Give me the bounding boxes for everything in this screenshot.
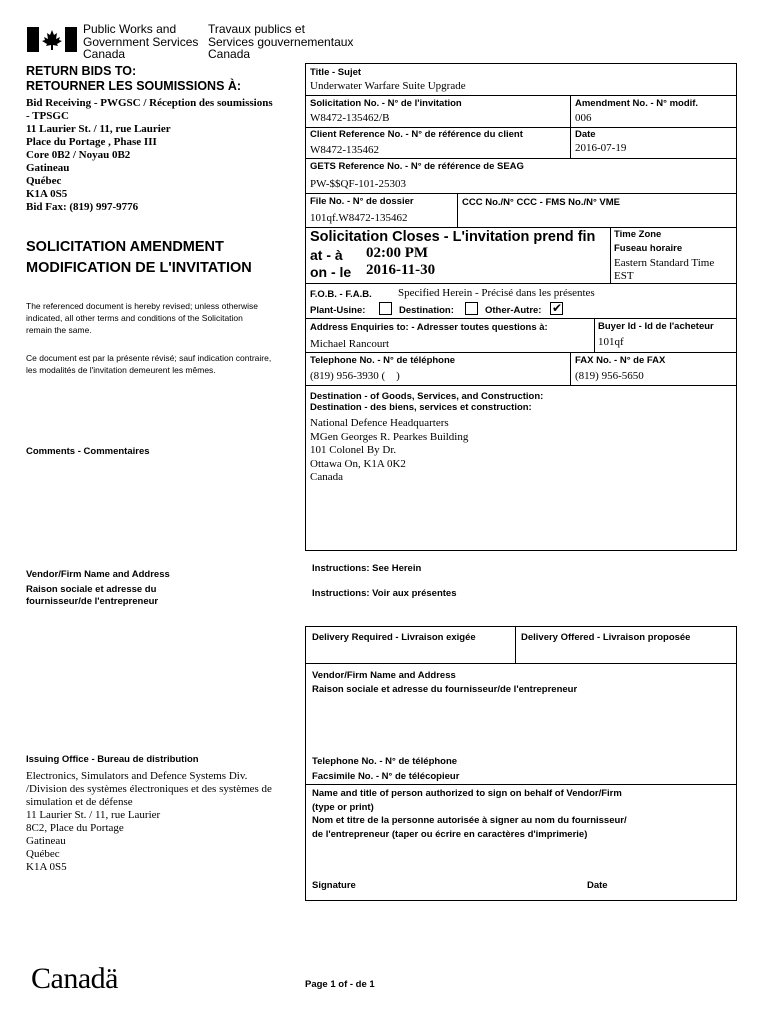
amendment-title: SOLICITATION AMENDMENT MODIFICATION DE L'INVITATION (26, 239, 252, 276)
signature-date-label: Date (587, 880, 608, 891)
closes-title: Solicitation Closes - L'invitation prend fin (310, 229, 596, 245)
amendment-note-en: The referenced document is hereby revised; unless otherwise indicated, all other terms and conditions of the Solicitation remain the same. (26, 301, 258, 335)
client-ref-value: W8472-135462 (310, 144, 380, 156)
fob-label: F.O.B. - F.A.B. (310, 289, 372, 300)
signature-label: Signature (312, 880, 356, 891)
phone-value: (819) 956-3930 ( ) (310, 370, 400, 382)
vendor-name-label-en: Vendor/Firm Name and Address (312, 670, 456, 681)
department-name-fr: Travaux publics et Services gouvernementaux Canada (208, 22, 354, 61)
comments-label: Comments - Commentaires (26, 446, 150, 457)
file-label: File No. - N° de dossier (310, 196, 414, 207)
timezone-value: Eastern Standard Time (614, 257, 715, 269)
closes-time-value: 02:00 PM (366, 245, 429, 261)
destination-address: National Defence Headquarters MGen Georges R. Pearkes Building 101 Colonel By Dr. Ottawa On, K1A 0K2 Canada (310, 417, 469, 483)
other-label: Other-Autre: (485, 305, 542, 316)
date-value: 2016-07-19 (575, 142, 627, 154)
title-value: Underwater Warfare Suite Upgrade (310, 80, 466, 92)
destination-checkbox[interactable] (465, 302, 478, 315)
client-ref-label: Client Reference No. - N° de référence du client (310, 129, 523, 140)
page-number: Page 1 of - de 1 (305, 979, 375, 990)
vendor-left-label: Vendor/Firm Name and Address Raison sociale et adresse du fournisseur/de l'entrepreneur (26, 569, 170, 607)
address-enquiries-value: Michael Rancourt (310, 338, 390, 350)
canada-flag-icon (27, 27, 77, 52)
other-checkbox[interactable] (550, 302, 563, 315)
department-name-en: Public Works and Government Services Canada (83, 22, 199, 61)
instructions-en: Instructions: See Herein (312, 563, 422, 574)
date-label: Date (575, 129, 596, 140)
buyer-id-value: 101qf (598, 336, 624, 348)
delivery-offered-label: Delivery Offered - Livraison proposée (521, 632, 691, 643)
vendor-fax-label: Facsimile No. - N° de télécopieur (312, 771, 460, 782)
fax-label: FAX No. - N° de FAX (575, 355, 666, 366)
checkmark-icon: ✔ (552, 301, 563, 315)
closes-at-label: at - à (310, 247, 343, 263)
timezone-abbr: EST (614, 270, 634, 282)
destination-goods-label-fr: Destination - des biens, services et construction: (310, 402, 532, 413)
delivery-required-label: Delivery Required - Livraison exigée (312, 632, 476, 643)
solicitation-label: Solicitation No. - N° de l'invitation (310, 98, 462, 109)
amendment-value: 006 (575, 112, 592, 124)
plant-checkbox[interactable] (379, 302, 392, 315)
vendor-phone-label: Telephone No. - N° de téléphone (312, 756, 458, 767)
amendment-note-fr: Ce document est par la présente révisé; sauf indication contraire, les modalités de l'invitation demeurent les mêmes. (26, 353, 272, 375)
canada-wordmark: Canadä (31, 962, 118, 995)
title-label: Title - Sujet (310, 67, 362, 78)
instructions-fr: Instructions: Voir aux présentes (312, 588, 457, 599)
file-value: 101qf.W8472-135462 (310, 212, 408, 224)
vendor-name-label-fr: Raison sociale et adresse du fournisseur/de l'entrepreneur (312, 684, 578, 695)
timezone-label-fr: Fuseau horaire (614, 243, 683, 254)
address-enquiries-label: Address Enquiries to: - Adresser toutes questions à: (310, 322, 548, 333)
return-bids-title: RETURN BIDS TO: RETOURNER LES SOUMISSIONS À: (26, 64, 242, 93)
issuing-office-label: Issuing Office - Bureau de distribution (26, 754, 199, 765)
destination-goods-label-en: Destination - of Goods, Services, and Construction: (310, 391, 544, 402)
signatory-label: Name and title of person authorized to sign on behalf of Vendor/Firm (type or print) Nom et titre de la personne autorisée à signer au nom du fournisseur/ de l'entrepreneur (taper ou écrire en caractères d'imprimerie) (312, 788, 627, 840)
gets-value: PW-$$QF-101-25303 (310, 178, 406, 190)
timezone-label: Time Zone (614, 229, 662, 240)
gets-label: GETS Reference No. - N° de référence de SEAG (310, 161, 524, 172)
closes-date-value: 2016-11-30 (366, 262, 436, 278)
fax-value: (819) 956-5650 (575, 370, 644, 382)
amendment-label: Amendment No. - N° modif. (575, 98, 699, 109)
ccc-label: CCC No./N° CCC - FMS No./N° VME (462, 197, 621, 208)
buyer-id-label: Buyer Id - Id de l'acheteur (598, 321, 714, 332)
issuing-office-address: Electronics, Simulators and Defence Systems Div. /Division des systèmes électroniques et des systèmes de simulation et de défense 11 Laurier St. / 11, rue Laurier 8C2, Place du Portage Gatineau Québec K1A 0S5 (26, 770, 272, 873)
destination-label: Destination: (399, 305, 454, 316)
fob-value: Specified Herein - Précisé dans les présentes (398, 287, 595, 299)
closes-on-label: on - le (310, 264, 352, 280)
plant-label: Plant-Usine: (310, 305, 366, 316)
return-bids-address: Bid Receiving - PWGSC / Réception des soumissions - TPSGC 11 Laurier St. / 11, rue Laurier Place du Portage , Phase III Core 0B2 / Noyau 0B2 Gatineau Québec K1A 0S5 Bid Fax: (819) 997-9776 (26, 97, 273, 213)
phone-label: Telephone No. - N° de téléphone (310, 355, 456, 366)
solicitation-value: W8472-135462/B (310, 112, 390, 124)
